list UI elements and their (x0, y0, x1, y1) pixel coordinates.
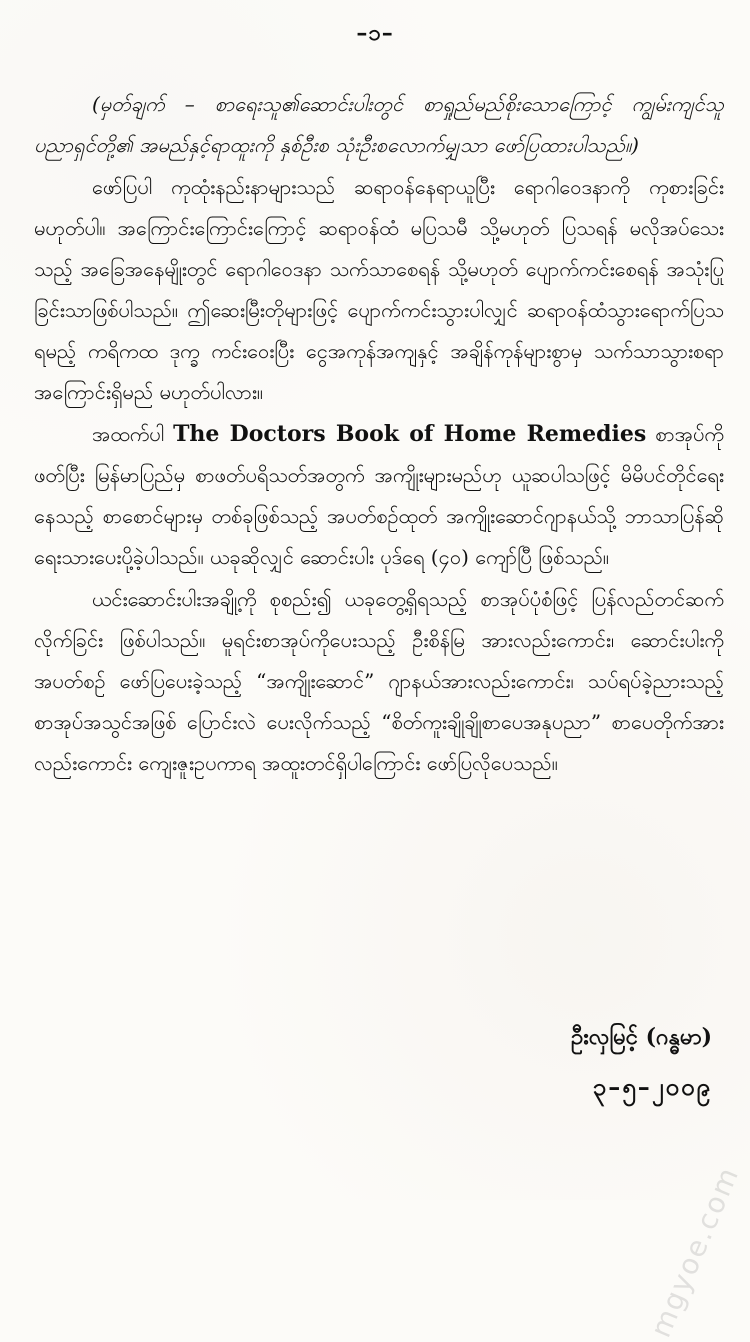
editor-note-paragraph: (မှတ်ချက် – စာရေးသူ၏ဆောင်းပါးတွင် စာရှုည်မည်စိုးသောကြောင့် ကျွမ်းကျင်သူ ပညာရှင်တို့၏ အမည်နှင့်ရာထူးကို နှစ်ဦးစ သုံးဦးစလောက်မျှသာ ဖော်ပြထားပါသည်။) (34, 92, 724, 157)
paragraph-3: ယင်းဆောင်းပါးအချို့ကို စုစည်း၍ ယခုတွေ့ရှိရသည့် စာအုပ်ပုံစံဖြင့် ပြန်လည်တင်ဆက်လိုက်ခြင်း ဖြစ်ပါသည်။ မူရင်းစာအုပ်ကိုပေးသည့် ဦးစိန်မြ အားလည်းကောင်း၊ ဆောင်းပါးကိုအပတ်စဉ် ဖော်ပြပေးခဲ့သည့် “အကျိုးဆောင်” ဂျာနယ်အားလည်းကောင်း၊ သပ်ရပ်ခဲ့ညားသည့် စာအုပ်အသွင်အဖြစ် ပြောင်းလဲ ပေးလိုက်သည့် “စိတ်ကူးချိုချိုစာပေအနုပညာ” စာပေတိုက်အားလည်းကောင်း ကျေးဇူးဥပကာရ အထူးတင်ရှိပါကြောင်း ဖော်ပြလိုပေသည်။ (34, 587, 724, 775)
paragraph-2-body: စာအုပ်ကို ဖတ်ပြီး မြန်မာပြည်မှ စာဖတ်ပရိသတ်အတွက် အကျိုးများမည်ဟု ယူဆပါသဖြင့် မိမိပင်တိုင်ရေးနေသည့် စာစောင်များမှ တစ်ခုဖြစ်သည့် အပတ်စဉ်ထုတ် အကျိုးဆောင်ဂျာနယ်သို့ ဘာသာပြန်ဆို ရေးသားပေးပို့ခဲ့ပါသည်။ ယခုဆိုလျှင် ဆောင်းပါး ပုဒ်ရေ (၄၀) ကျော်ပြီ ဖြစ်သည်။ (34, 422, 724, 569)
signature-date: ၃–၅–၂၀၀၉ (592, 1072, 712, 1101)
watermark: mgyoe.com (644, 1161, 746, 1342)
author-name: ဦးလှမြင့် (ဂန္ဓမာ) (571, 1024, 712, 1050)
paragraph-2-intro: အထက်ပါ (92, 422, 174, 446)
signature-block (571, 1012, 712, 1112)
paragraph-1: ဖော်ပြပါ ကုထုံးနည်းနာများသည် ဆရာဝန်နေရာယူပြီး ရောဂါဝေဒနာကို ကုစားခြင်း မဟုတ်ပါ။ အကြောင်းကြောင်းကြောင့် ဆရာဝန်ထံ မပြသမီ သို့မဟုတ် ပြသရန် မလိုအပ်သေးသည့် အခြေအနေမျိုးတွင် ရောဂါဝေဒနာ သက်သာစေရန် သို့မဟုတ် ပျောက်ကင်းစေရန် အသုံးပြုခြင်းသာဖြစ်ပါသည်။ ဤဆေးမြီးတိုများဖြင့် ပျောက်ကင်းသွားပါလျှင် ဆရာဝန်ထံသွားရောက်ပြသရမည့် ကရိကထ ဒုက္ခ ကင်းဝေးပြီး ငွေအကုန်အကျနှင့် အချိန်ကုန်များစွာမှ သက်သာသွားစရာ အကြောင်းရှိမည် မဟုတ်ပါလား။ (34, 175, 724, 404)
paragraph-2 (34, 414, 724, 578)
page-content (34, 84, 724, 784)
book-title: The Doctors Book of Home Remedies (173, 421, 647, 447)
page-number: –၁– (356, 20, 394, 46)
